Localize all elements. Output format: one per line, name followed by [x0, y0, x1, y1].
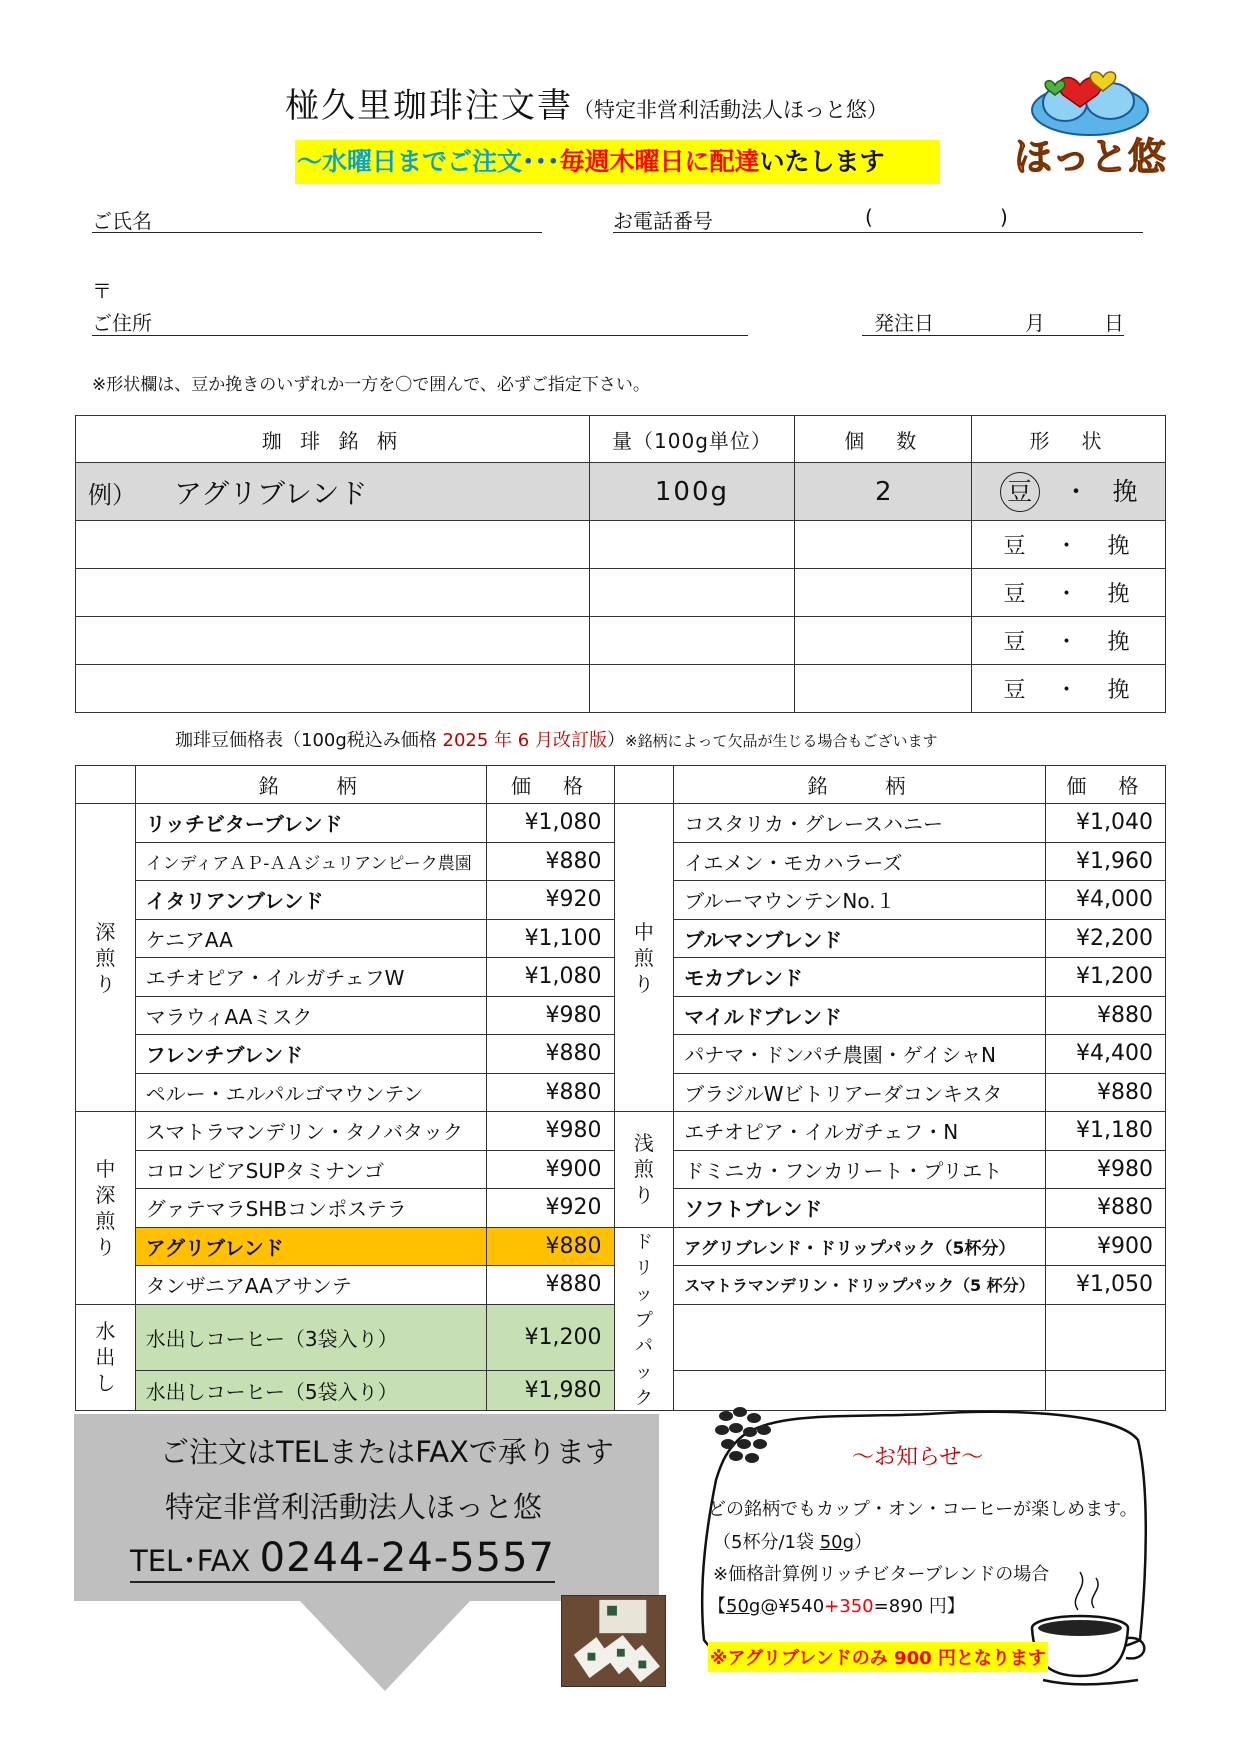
price-row: [76, 1227, 1166, 1266]
phone-field[interactable]: [613, 205, 1143, 233]
order-qty-cell[interactable]: [589, 569, 795, 617]
postal-mark: 〒: [92, 279, 112, 303]
order-shape-cell[interactable]: 豆 ・ 挽: [972, 617, 1166, 665]
example-dot: ・: [1063, 476, 1089, 506]
price-item-name: インディアＡＰ-ＡＡジュリアンピーク農園: [135, 842, 486, 881]
price-item-name: [674, 1304, 1045, 1371]
order-row: [76, 521, 1166, 569]
price-item-name: アグリブレンド・ドリップパック（5杯分）: [674, 1227, 1045, 1266]
price-item-name: フレンチブレンド: [135, 1035, 486, 1074]
price-item-price: ¥880: [1045, 1189, 1165, 1228]
order-count-cell[interactable]: [795, 569, 972, 617]
notice-line3: ※価格計算例リッチビターブレンドの場合: [713, 1564, 1050, 1585]
order-shape-cell[interactable]: 豆 ・ 挽: [972, 521, 1166, 569]
price-item-price: ¥1,100: [486, 919, 614, 958]
price-item-name-green: 水出しコーヒー（5袋入り）: [135, 1371, 486, 1411]
price-item-name-green: 水出しコーヒー（3袋入り）: [135, 1304, 486, 1371]
price-caption-part1: 珈琲豆価格表（100g税込み価格: [175, 730, 443, 751]
price-item-price: ¥980: [486, 1112, 614, 1151]
price-item-name: パナマ・ドンパチ農園・ゲイシャN: [674, 1035, 1045, 1074]
title-main: 椪久里珈琲注文書: [285, 86, 573, 126]
price-header-price-left: 価 格: [486, 766, 614, 804]
price-item-name: マラウィAAミスク: [135, 996, 486, 1035]
price-header-price-right: 価 格: [1045, 766, 1165, 804]
price-item-name: モカブレンド: [674, 958, 1045, 997]
price-item-price: ¥980: [486, 996, 614, 1035]
price-row: [76, 1112, 1166, 1151]
hotto-yu-logo: [1013, 55, 1167, 180]
notice-line2: （5杯分/1袋 50g）: [713, 1532, 873, 1553]
price-item-price: ¥1,180: [1045, 1112, 1165, 1151]
category-mid-deep-roast: 中 深 煎 り: [76, 1112, 136, 1305]
price-item-name: スマトラマンデリン・ドリップパック（5 杯分）: [674, 1266, 1045, 1305]
price-table: [75, 765, 1166, 1411]
price-item-price: ¥880: [1045, 996, 1165, 1035]
drip-pack-photo: [561, 1595, 666, 1687]
price-header-brand-left: 銘 柄: [135, 766, 486, 804]
price-item-price: ¥980: [1045, 1150, 1165, 1189]
example-shape: [972, 463, 1166, 521]
order-brand-cell[interactable]: [76, 521, 590, 569]
price-item-name: エチオピア・イルガチェフ・N: [674, 1112, 1045, 1151]
price-item-name: スマトラマンデリン・タノバタック: [135, 1112, 486, 1151]
order-date-label: 発注日: [874, 311, 934, 335]
order-brand-cell[interactable]: [76, 617, 590, 665]
example-brand: アグリブレンド: [174, 476, 368, 510]
category-drip-pack: ド リ ッ プ パ ッ ク: [614, 1227, 674, 1410]
price-header-row: [76, 766, 1166, 804]
price-item-name: ドミニカ・フンカリート・プリエト: [674, 1150, 1045, 1189]
price-item-name: ブルーマウンテンNo.１: [674, 881, 1045, 920]
banner-part4: いたします: [759, 147, 885, 176]
notice-highlight: ※アグリブレンドのみ 900 円となります: [708, 1642, 1048, 1672]
price-item-name: ブラジルWビトリアーダコンキスタ: [674, 1073, 1045, 1112]
down-arrow-icon: [300, 1601, 470, 1691]
order-header-brand: 珈 琲 銘 柄: [76, 416, 590, 463]
order-shape-cell[interactable]: 豆 ・ 挽: [972, 569, 1166, 617]
price-item-price-green: ¥1,980: [486, 1371, 614, 1411]
shape-note: ※形状欄は、豆か挽きのいずれか一方を〇で囲んで、必ずご指定下さい。: [92, 375, 650, 395]
price-caption-note: ※銘柄によって欠品が生じる場合もございます: [624, 732, 938, 750]
price-item-name: イタリアンブレンド: [135, 881, 486, 920]
coffee-cup-icon: [1032, 1572, 1144, 1685]
category-deep-roast: 深 煎 り: [76, 804, 136, 1112]
price-header-blank: [614, 766, 674, 804]
price-header-brand-right: 銘 柄: [674, 766, 1045, 804]
order-qty-cell[interactable]: [589, 617, 795, 665]
price-item-price: ¥4,400: [1045, 1035, 1165, 1074]
notice-line1: どの銘柄でもカップ・オン・コーヒーが楽しめます。: [708, 1499, 1138, 1520]
price-item-price: ¥1,050: [1045, 1266, 1165, 1305]
notice-title: ～お知らせ～: [852, 1445, 984, 1470]
order-date-field[interactable]: [862, 307, 1124, 336]
price-item-name: エチオピア・イルガチェフW: [135, 958, 486, 997]
day-label: 日: [1104, 311, 1124, 335]
example-bean-circled: 豆: [1000, 472, 1040, 512]
price-item-name: ペルー・エルパルゴマウンテン: [135, 1073, 486, 1112]
category-light-roast: 浅 煎 り: [614, 1112, 674, 1228]
price-item-name-highlighted: アグリブレンド: [135, 1227, 486, 1266]
price-item-name: ケニアAA: [135, 919, 486, 958]
address-label: ご住所: [92, 311, 152, 335]
price-item-name: コロンビアSUPタミナンゴ: [135, 1150, 486, 1189]
example-qty: 100g: [589, 463, 795, 521]
example-ground: 挽: [1112, 476, 1138, 506]
price-item-price-highlighted: ¥880: [486, 1227, 614, 1266]
price-item-name: イエメン・モカハラーズ: [674, 842, 1045, 881]
order-count-cell[interactable]: [795, 521, 972, 569]
order-row: [76, 665, 1166, 713]
price-item-name: グァテマラSHBコンポステラ: [135, 1189, 486, 1228]
phone-paren: ( ): [865, 205, 1008, 229]
order-brand-cell[interactable]: [76, 665, 590, 713]
title-sub: （特定非営利活動法人ほっと悠）: [573, 98, 888, 122]
price-item-name: ブルマンブレンド: [674, 919, 1045, 958]
price-item-name: タンザニアAAアサンテ: [135, 1266, 486, 1305]
price-item-price: ¥1,040: [1045, 804, 1165, 843]
order-header-count: 個 数: [795, 416, 972, 463]
banner-part1: ～水曜日までご注文: [297, 147, 523, 176]
example-label: 例）: [88, 480, 136, 509]
order-shape-cell[interactable]: 豆 ・ 挽: [972, 665, 1166, 713]
order-count-cell[interactable]: [795, 617, 972, 665]
page-title: [285, 78, 888, 127]
contact-tel-number[interactable]: 0244-24-5557: [259, 1535, 555, 1581]
order-row: [76, 569, 1166, 617]
price-item-price: [1045, 1304, 1165, 1371]
price-item-price: ¥2,200: [1045, 919, 1165, 958]
order-count-cell[interactable]: [795, 665, 972, 713]
price-header-blank: [76, 766, 136, 804]
price-caption-part3: ）: [606, 730, 625, 751]
notice-line4: 【50g@¥540+350=890 円】: [708, 1596, 965, 1617]
category-medium-roast: 中 煎 り: [614, 804, 674, 1112]
price-caption: [175, 726, 938, 752]
price-item-price: ¥1,200: [1045, 958, 1165, 997]
name-field[interactable]: [92, 205, 542, 233]
order-header-row: [76, 416, 1166, 463]
price-item-price: ¥1,960: [1045, 842, 1165, 881]
price-item-price: ¥880: [486, 1073, 614, 1112]
address-field[interactable]: [92, 307, 748, 336]
price-item-price: ¥880: [1045, 1073, 1165, 1112]
price-item-price: ¥920: [486, 1189, 614, 1228]
banner-part2: ･･･: [522, 147, 560, 176]
banner-part3: 毎週木曜日に配達: [559, 147, 760, 176]
price-item-name: マイルドブレンド: [674, 996, 1045, 1035]
month-label: 月: [1025, 311, 1045, 335]
contact-line1: ご注文はTELまたはFAXで承ります: [160, 1435, 614, 1469]
price-row: [76, 804, 1166, 843]
order-qty-cell[interactable]: [589, 665, 795, 713]
price-item-price: ¥1,080: [486, 958, 614, 997]
order-table: [75, 415, 1166, 713]
price-item-price: ¥880: [486, 1266, 614, 1305]
order-qty-cell[interactable]: [589, 521, 795, 569]
price-item-name: コスタリカ・グレースハニー: [674, 804, 1045, 843]
phone-label: お電話番号: [613, 209, 713, 233]
example-count: 2: [795, 463, 972, 521]
price-item-price: ¥880: [486, 1035, 614, 1074]
price-item-price: ¥900: [486, 1150, 614, 1189]
price-item-price-green: ¥1,200: [486, 1304, 614, 1371]
contact-tel-label: TEL･FAX: [130, 1544, 260, 1578]
order-row: [76, 617, 1166, 665]
delivery-banner: [295, 140, 940, 184]
price-item-name: リッチビターブレンド: [135, 804, 486, 843]
order-header-qty: 量（100g単位）: [589, 416, 795, 463]
price-caption-revision: 2025 年 6 月改訂版: [442, 730, 607, 751]
price-item-name: ソフトブレンド: [674, 1189, 1045, 1228]
order-header-shape: 形 状: [972, 416, 1166, 463]
price-item-price: ¥1,080: [486, 804, 614, 843]
price-item-price: ¥900: [1045, 1227, 1165, 1266]
logo-text: ほっと悠: [1013, 135, 1167, 179]
category-cold-brew: 水 出 し: [76, 1304, 136, 1410]
price-item-price: ¥880: [486, 842, 614, 881]
contact-line2: 特定非営利活動法人ほっと悠: [165, 1490, 543, 1524]
contact-tel: [130, 1535, 555, 1583]
order-example-row: [76, 463, 1166, 521]
price-item-price: ¥920: [486, 881, 614, 920]
price-item-price: ¥4,000: [1045, 881, 1165, 920]
order-brand-cell[interactable]: [76, 569, 590, 617]
name-label: ご氏名: [92, 209, 152, 233]
